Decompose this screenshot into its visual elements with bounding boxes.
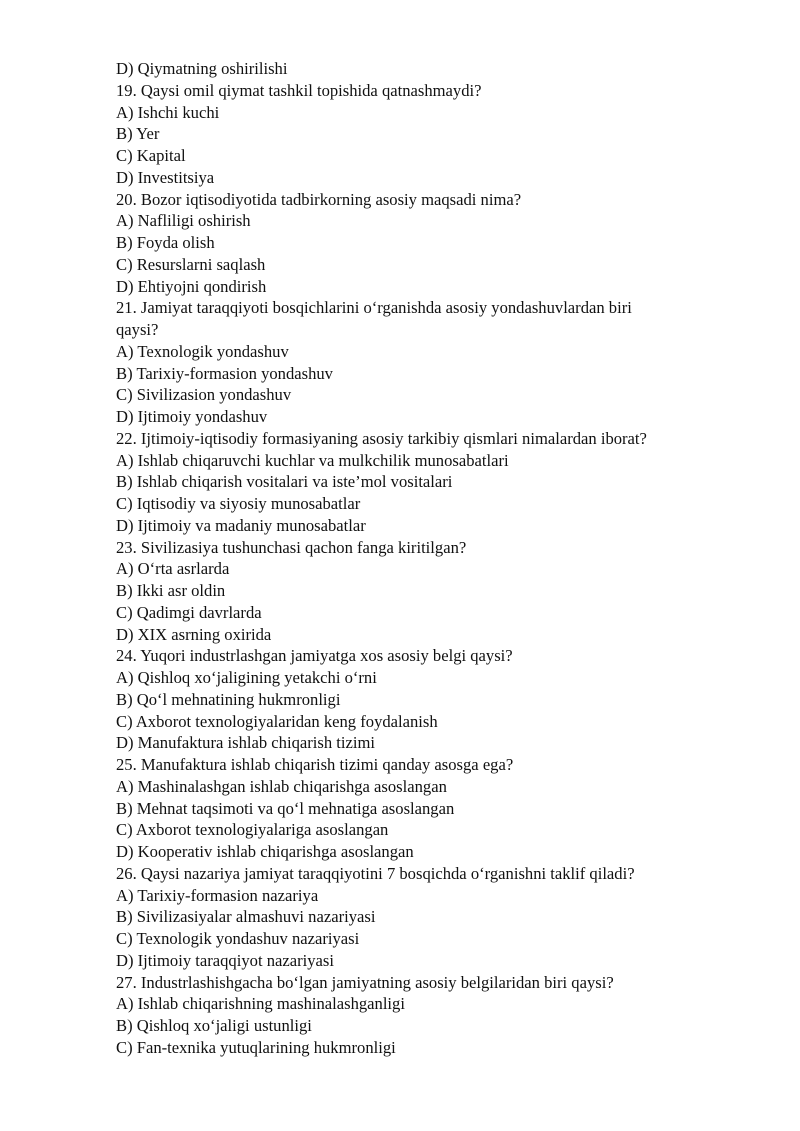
answer-option: D) XIX asrning oxirida <box>116 624 272 644</box>
document-page <box>116 58 756 1059</box>
question-23 <box>116 537 756 646</box>
answer-option: C) Kapital <box>116 146 186 165</box>
answer-option: C) Qadimgi davrlarda <box>116 602 262 622</box>
answer-option: C) Fan-texnika yutuqlarining hukmronligi <box>116 1037 396 1057</box>
answer-option: B) Mehnat taqsimoti va qo‘l mehnatiga asoslangan <box>116 798 455 818</box>
question-19 <box>116 80 756 189</box>
answer-option: B) Qishloq xo‘jaligi ustunligi <box>116 1016 312 1035</box>
answer-option: B) Qo‘l mehnatining hukmronligi <box>116 689 341 709</box>
question-25 <box>116 754 756 863</box>
answer-option: B) Ikki asr oldin <box>116 581 226 600</box>
answer-option: A) Qishloq xo‘jaligining yetakchi o‘rni <box>116 668 377 687</box>
answer-option: C) Axborot texnologiyalaridan keng foydalanish <box>116 711 438 731</box>
answer-option: B) Foyda olish <box>116 233 215 252</box>
answer-option: A) Ishlab chiqarishning mashinalashganligi <box>116 994 405 1014</box>
answer-option: D) Investitsiya <box>116 167 215 187</box>
answer-option: A) Ishlab chiqaruvchi kuchlar va mulkchilik munosabatlari <box>116 450 509 470</box>
answer-option: D) Ijtimoiy va madaniy munosabatlar <box>116 515 366 535</box>
answer-option: B) Yer <box>116 124 160 144</box>
question-27 <box>116 972 756 1059</box>
answer-option: A) Texnologik yondashuv <box>116 341 289 361</box>
answer-option: C) Resurslarni saqlash <box>116 254 266 274</box>
answer-option: A) O‘rta asrlarda <box>116 559 230 579</box>
question-text: 26. Qaysi nazariya jamiyat taraqqiyotini 7 bosqichda o‘rganishni taklif qiladi? <box>116 863 635 883</box>
question-text: 21. Jamiyat taraqqiyoti bosqichlarini o‘rganishda asosiy yondashuvlardan biri <box>116 298 632 318</box>
answer-option: C) Texnologik yondashuv nazariyasi <box>116 929 360 948</box>
answer-option: B) Sivilizasiyalar almashuvi nazariyasi <box>116 907 376 927</box>
question-text: 23. Sivilizasiya tushunchasi qachon fanga kiritilgan? <box>116 537 467 557</box>
question-21 <box>116 297 756 428</box>
question-22 <box>116 428 756 537</box>
question-text: 20. Bozor iqtisodiyotida tadbirkorning asosiy maqsadi nima? <box>116 189 522 209</box>
question-26 <box>116 863 756 972</box>
question-text: 25. Manufaktura ishlab chiqarish tizimi qanday asosga ega? <box>116 755 514 774</box>
answer-option: C) Sivilizasion yondashuv <box>116 385 292 405</box>
answer-option: D) Ehtiyojni qondirish <box>116 276 267 296</box>
answer-option: C) Axborot texnologiyalariga asoslangan <box>116 820 389 840</box>
answer-option: B) Tarixiy-formasion yondashuv <box>116 363 333 383</box>
question-text: 24. Yuqori industrlashgan jamiyatga xos asosiy belgi qaysi? <box>116 646 513 666</box>
question-text: 27. Industrlashishgacha bo‘lgan jamiyatning asosiy belgilaridan biri qaysi? <box>116 972 614 992</box>
answer-option: D) Manufaktura ishlab chiqarish tizimi <box>116 733 375 753</box>
question-24 <box>116 645 756 754</box>
answer-option: D) Ijtimoiy taraqqiyot nazariyasi <box>116 950 334 970</box>
answer-option: D) Ijtimoiy yondashuv <box>116 407 268 426</box>
question-20 <box>116 189 756 298</box>
answer-option: A) Ishchi kuchi <box>116 102 220 122</box>
answer-option: A) Tarixiy-formasion nazariya <box>116 885 319 905</box>
answer-option: D) Kooperativ ishlab chiqarishga asoslangan <box>116 842 414 861</box>
answer-option: D) Qiymatning oshirilishi <box>116 59 288 78</box>
answer-option: A) Mashinalashgan ishlab chiqarishga asoslangan <box>116 776 447 796</box>
question-text: 22. Ijtimoiy-iqtisodiy formasiyaning asosiy tarkibiy qismlari nimalardan iborat? <box>116 428 647 448</box>
answer-option: A) Nafliligi oshirish <box>116 211 251 231</box>
answer-option: B) Ishlab chiqarish vositalari va iste’mol vositalari <box>116 472 453 492</box>
answer-option: C) Iqtisodiy va siyosiy munosabatlar <box>116 494 361 513</box>
question-text: 19. Qaysi omil qiymat tashkil topishida qatnashmaydi? <box>116 80 482 100</box>
question-text-continued: qaysi? <box>116 320 159 339</box>
